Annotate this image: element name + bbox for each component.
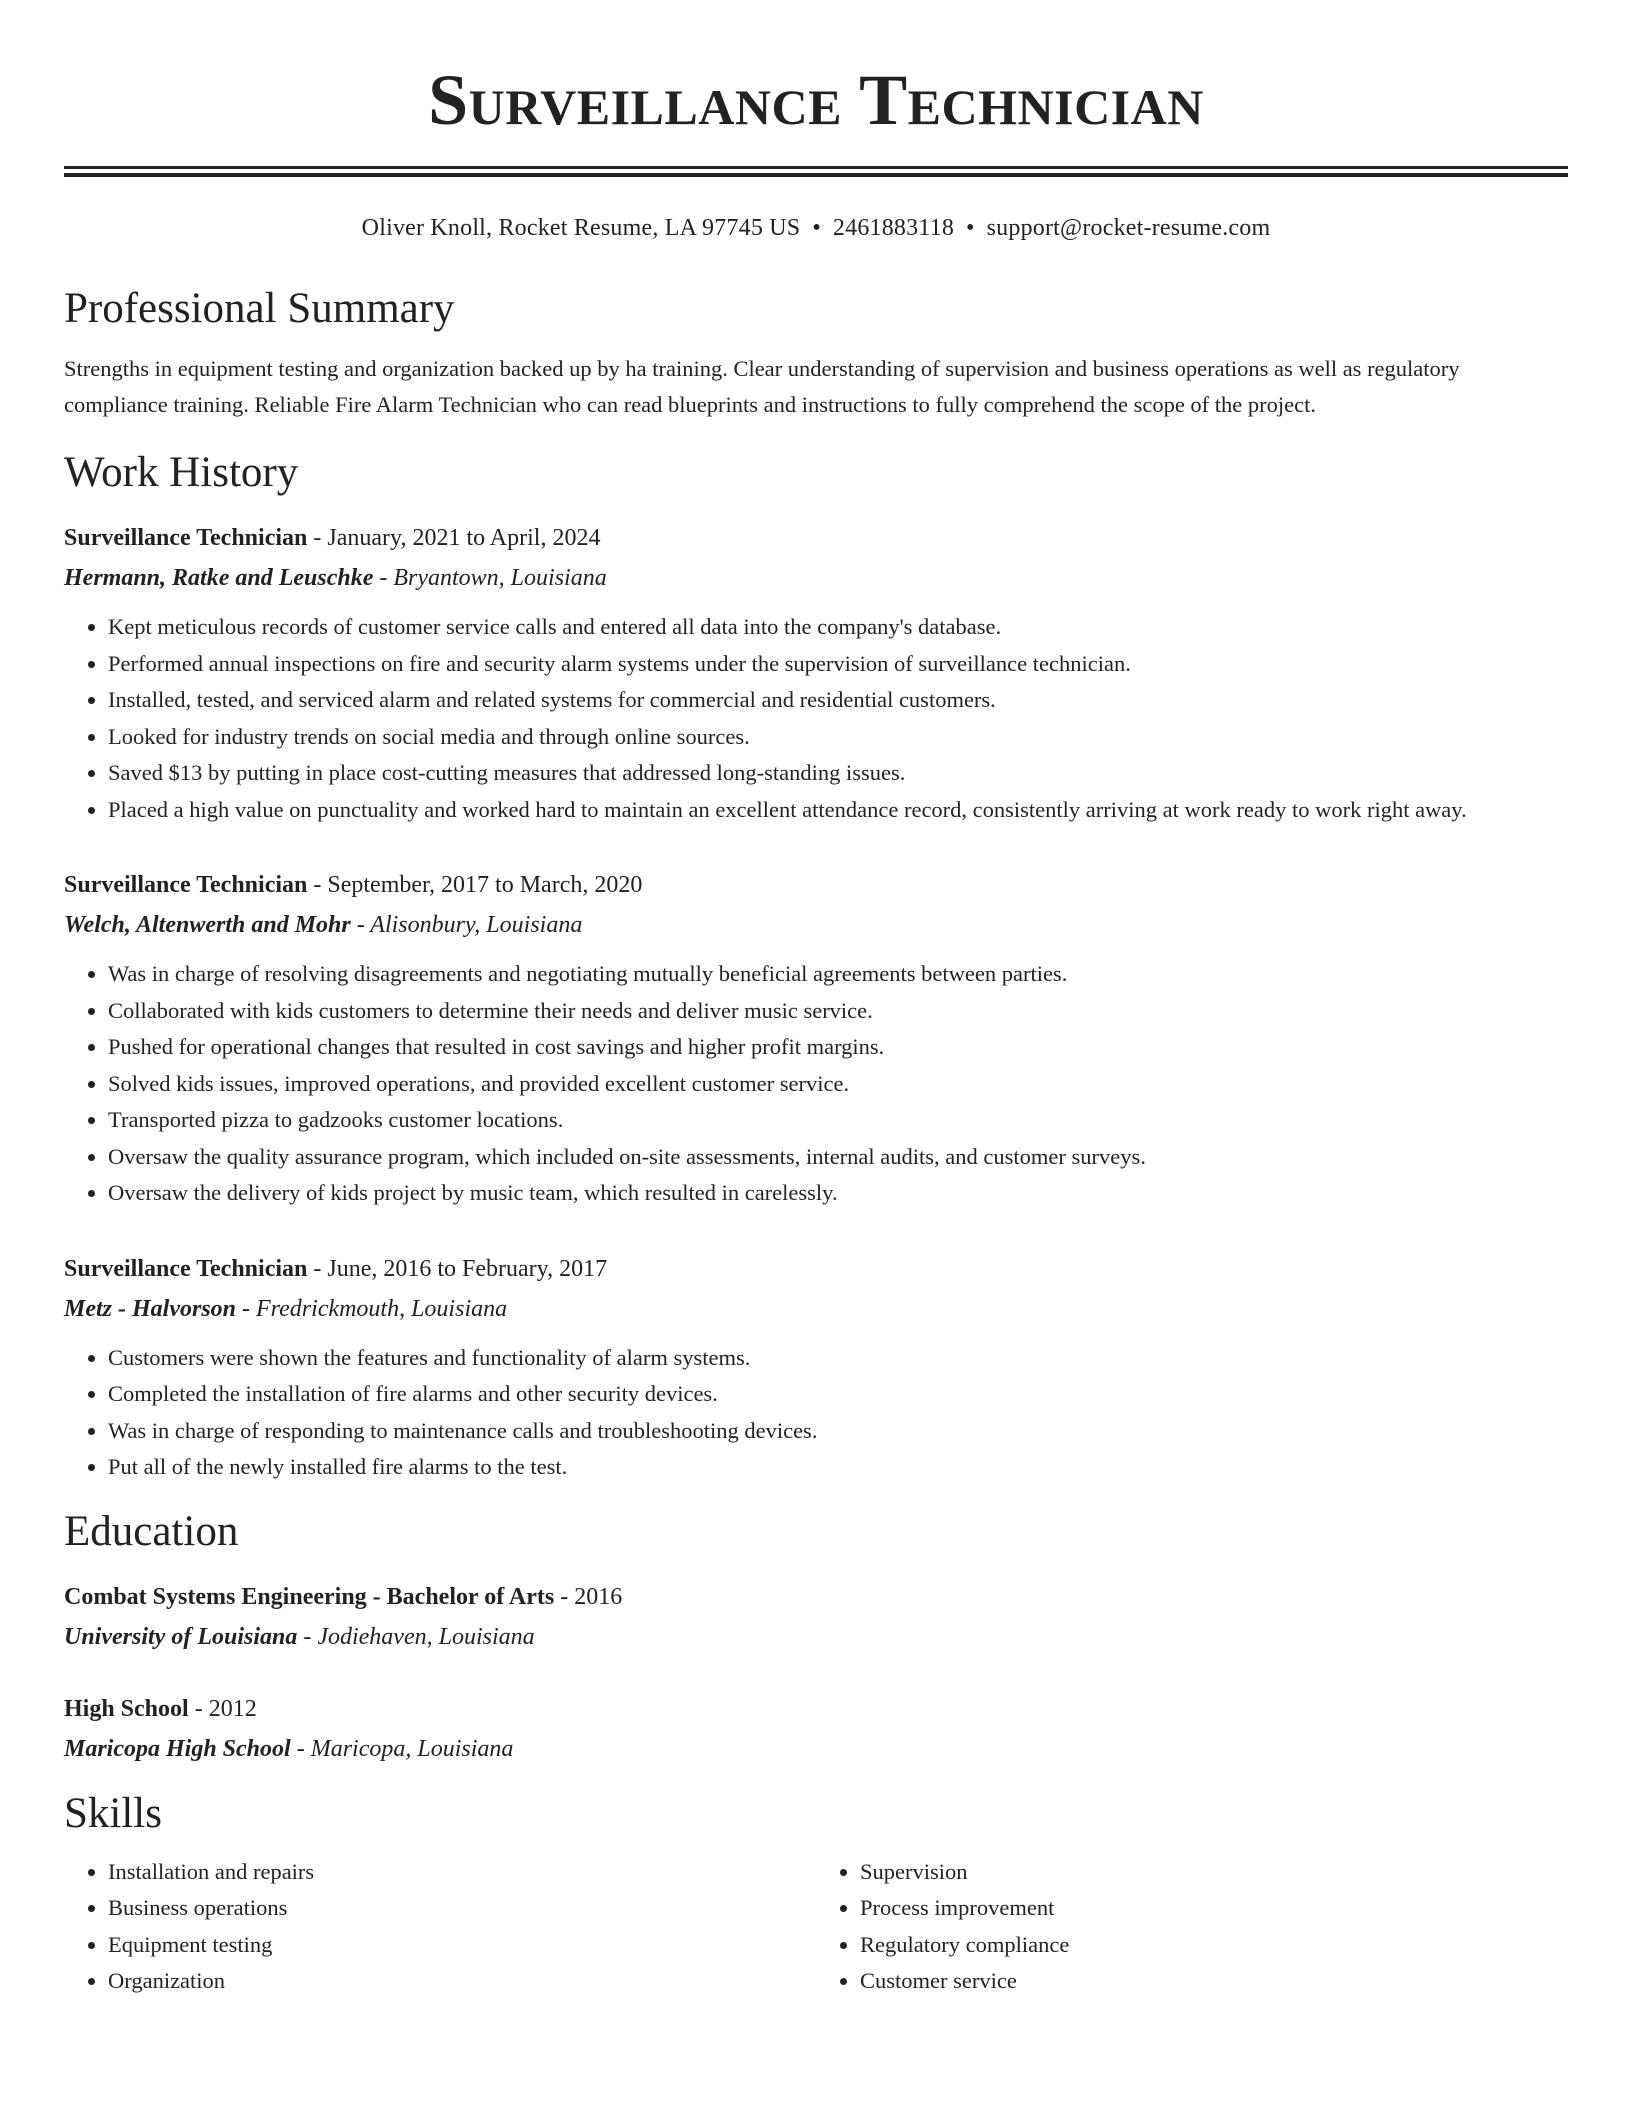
job-entry: [64, 521, 1568, 828]
summary-text: Strengths in equipment testing and organization backed up by ha training. Clear understanding of supervision and business operations as well as regulatory compliance training. Reliable Fire Alarm Technician who can read blueprints and instructions to fully comprehend the scope of the project.: [64, 356, 1460, 417]
skills-heading: Skills: [64, 1789, 162, 1837]
skill-item: • Customer service: [860, 1963, 1568, 2000]
job-bullets: [64, 1340, 1568, 1486]
list-item: • Oversaw the quality assurance program, which included on-site assessments, internal audits, and customer surveys.: [108, 1139, 1568, 1176]
work-history-section: [64, 447, 1568, 1486]
education-entry: [64, 1580, 1568, 1654]
job-dates: - January, 2021 to April, 2024: [307, 525, 601, 551]
contact-line: [64, 213, 1568, 243]
school-location: - Maricopa, Louisiana: [290, 1735, 514, 1762]
job-dates: - September, 2017 to March, 2020: [307, 872, 643, 898]
degree-year: - 2012: [188, 1695, 257, 1722]
degree: High School: [64, 1695, 189, 1722]
list-item: • Saved $13 by putting in place cost-cutting measures that addressed long-standing issues.: [108, 755, 1568, 792]
job-company: Hermann, Ratke and Leuschke: [64, 565, 374, 591]
education-entry: [64, 1692, 1568, 1766]
contact-separator: •: [812, 215, 821, 241]
degree-line: [64, 1692, 1568, 1726]
job-bullets: [64, 956, 1568, 1212]
contact-address: Oliver Knoll, Rocket Resume, LA 97745 US: [361, 215, 801, 241]
list-item: • Looked for industry trends on social media and through online sources.: [108, 719, 1568, 756]
list-item: • Pushed for operational changes that resulted in cost savings and higher profit margins.: [108, 1029, 1568, 1066]
degree: Combat Systems Engineering - Bachelor of Arts: [64, 1583, 555, 1610]
skills-section: [64, 1788, 1568, 2000]
list-item: • Performed annual inspections on fire and security alarm systems under the supervision of surveillance technician.: [108, 646, 1568, 683]
job-company-line: [64, 908, 1568, 942]
job-entry: [64, 1252, 1568, 1486]
summary-heading: Professional Summary: [64, 285, 455, 332]
work-history-heading: Work History: [64, 449, 299, 496]
list-item: • Installed, tested, and serviced alarm and related systems for commercial and residential customers.: [108, 682, 1568, 719]
skill-item: • Business operations: [108, 1890, 816, 1927]
education-section: [64, 1506, 1568, 1766]
list-item: • Solved kids issues, improved operations, and provided excellent customer service.: [108, 1066, 1568, 1103]
list-item: • Oversaw the delivery of kids project by music team, which resulted in carelessly.: [108, 1175, 1568, 1212]
resume-title: Surveillance Technician: [428, 60, 1204, 140]
job-company: Metz - Halvorson: [64, 1295, 237, 1322]
job-title: Surveillance Technician: [64, 525, 308, 551]
skills-list-left: [64, 1854, 816, 2000]
contact-phone: 2461883118: [832, 215, 955, 241]
school-location: - Jodiehaven, Louisiana: [297, 1623, 535, 1650]
job-location: - Fredrickmouth, Louisiana: [236, 1295, 508, 1322]
degree-year: - 2016: [554, 1583, 623, 1610]
list-item: • Was in charge of responding to maintenance calls and troubleshooting devices.: [108, 1413, 1568, 1450]
education-heading: Education: [64, 1507, 239, 1555]
job-title-line: [64, 521, 1568, 555]
list-item: • Collaborated with kids customers to determine their needs and deliver music service.: [108, 993, 1568, 1030]
job-location: - Alisonbury, Louisiana: [350, 912, 583, 938]
job-company-line: [64, 561, 1568, 595]
contact-email: support@rocket-resume.com: [986, 215, 1271, 241]
list-item: • Kept meticulous records of customer service calls and entered all data into the company's database.: [108, 609, 1568, 646]
skill-item: • Equipment testing: [108, 1927, 816, 1964]
skill-item: • Installation and repairs: [108, 1854, 816, 1891]
school: University of Louisiana: [64, 1623, 298, 1650]
job-company-line: [64, 1292, 1568, 1326]
list-item: • Was in charge of resolving disagreements and negotiating mutually beneficial agreements between parties.: [108, 956, 1568, 993]
contact-separator: •: [966, 215, 975, 241]
degree-line: [64, 1580, 1568, 1614]
job-dates: - June, 2016 to February, 2017: [307, 1255, 608, 1282]
skill-item: • Organization: [108, 1963, 816, 2000]
skill-item: • Supervision: [860, 1854, 1568, 1891]
skill-item: • Process improvement: [860, 1890, 1568, 1927]
list-item: • Completed the installation of fire alarms and other security devices.: [108, 1376, 1568, 1413]
summary-section: [64, 283, 1568, 423]
school: Maricopa High School: [64, 1735, 291, 1762]
job-company: Welch, Altenwerth and Mohr: [64, 912, 351, 938]
list-item: • Customers were shown the features and functionality of alarm systems.: [108, 1340, 1568, 1377]
job-entry: [64, 868, 1568, 1212]
job-title: Surveillance Technician: [64, 1255, 308, 1282]
list-item: • Transported pizza to gadzooks customer locations.: [108, 1102, 1568, 1139]
skills-list-right: [816, 1854, 1568, 2000]
job-location: - Bryantown, Louisiana: [373, 565, 607, 591]
title-divider: [64, 166, 1568, 177]
skill-item: • Regulatory compliance: [860, 1927, 1568, 1964]
school-line: [64, 1620, 1568, 1654]
job-title-line: [64, 1252, 1568, 1286]
list-item: • Put all of the newly installed fire alarms to the test.: [108, 1449, 1568, 1486]
job-title-line: [64, 868, 1568, 902]
school-line: [64, 1732, 1568, 1766]
skills-columns: [64, 1854, 1568, 2000]
job-bullets: [64, 609, 1568, 828]
job-title: Surveillance Technician: [64, 872, 308, 898]
list-item: • Placed a high value on punctuality and worked hard to maintain an excellent attendance record, consistently arriving at work ready to work right away.: [108, 792, 1568, 829]
